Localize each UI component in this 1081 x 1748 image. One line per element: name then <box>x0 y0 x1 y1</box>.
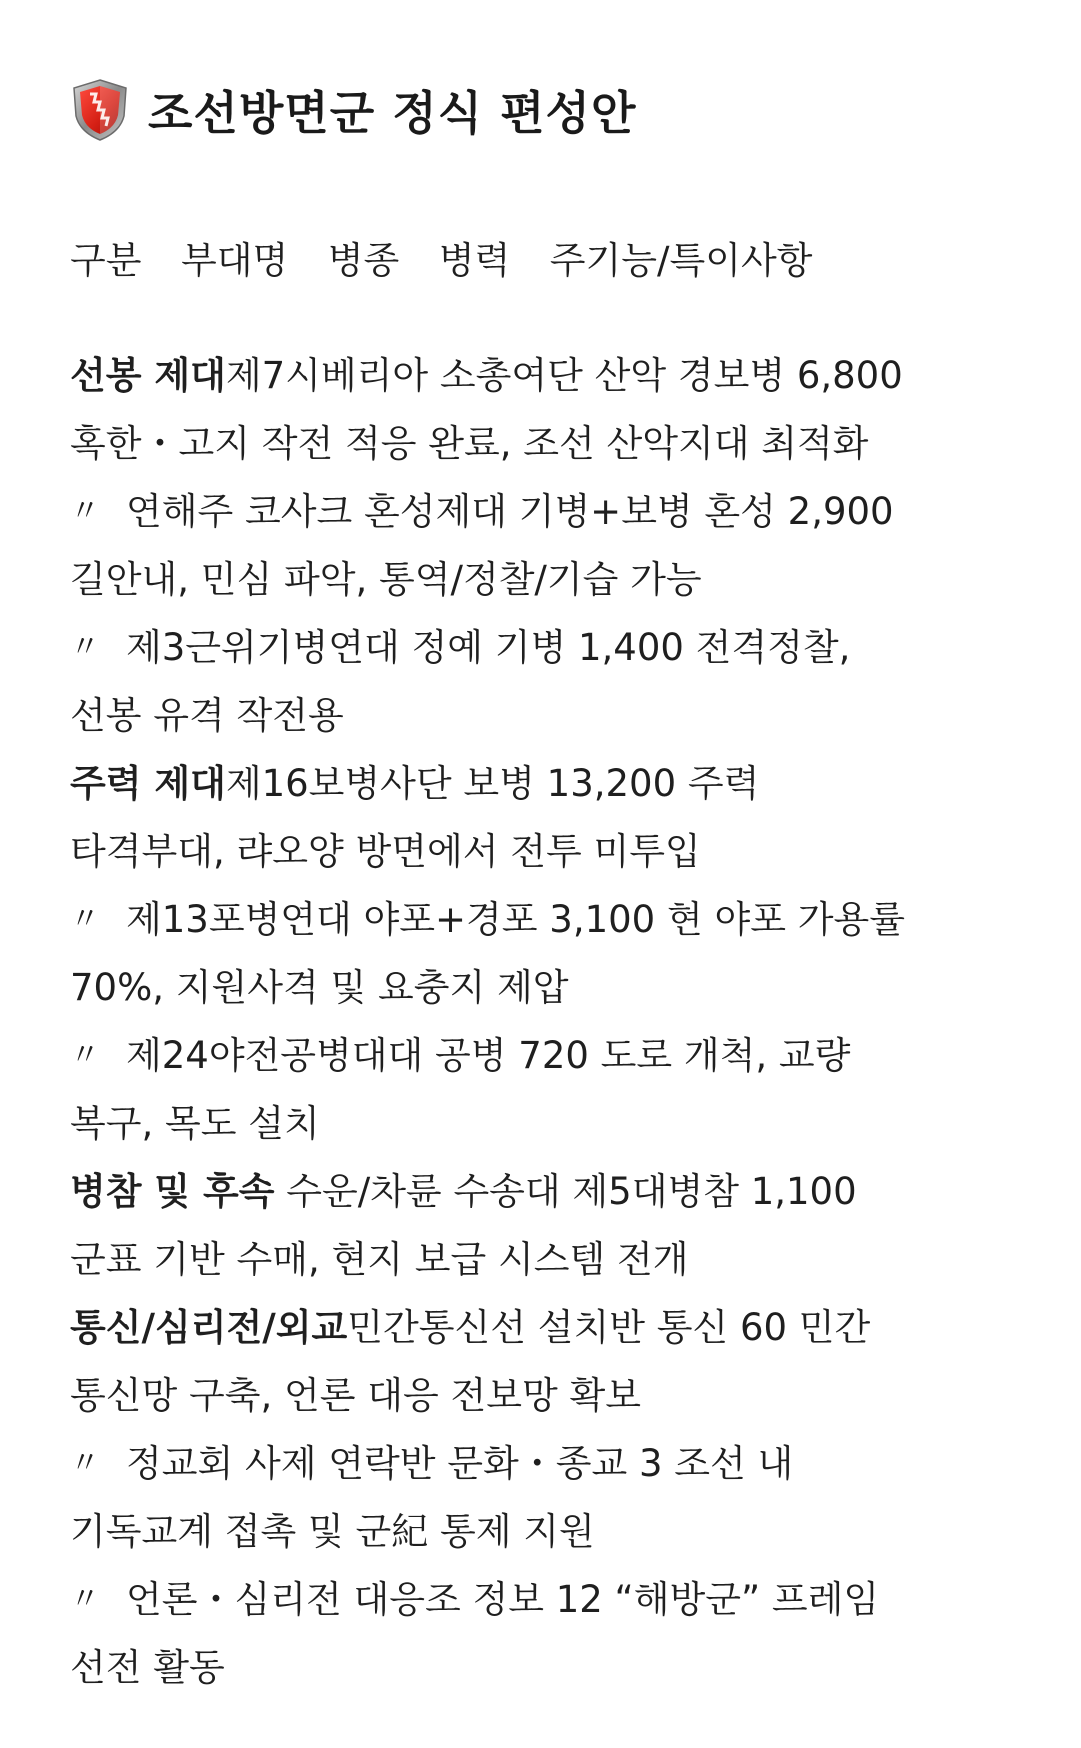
document <box>70 70 1030 1702</box>
text-line <box>70 682 1030 750</box>
ditto-mark: 〃 <box>70 494 100 529</box>
ditto-mark: 〃 <box>70 1582 100 1617</box>
text-line <box>70 410 1030 478</box>
line-text: 제3근위기병연대 정예 기병 1,400 전격정찰, <box>126 626 851 669</box>
text-line <box>70 750 1030 818</box>
ditto-mark: 〃 <box>70 630 100 665</box>
line-text: 선전 활동 <box>70 1646 225 1689</box>
line-text: 타격부대, 랴오양 방면에서 전투 미투입 <box>70 830 701 873</box>
line-text: 복구, 목도 설치 <box>70 1102 320 1145</box>
line-text: 통신망 구축, 언론 대응 전보망 확보 <box>70 1374 641 1417</box>
line-text: 선봉 유격 작전용 <box>70 694 344 737</box>
text-line <box>70 886 1030 954</box>
text-line <box>70 342 1030 410</box>
text-line <box>70 1634 1030 1702</box>
ditto-mark: 〃 <box>70 1038 100 1073</box>
unit-group-label: 병참 및 후속 <box>70 1170 275 1213</box>
line-text: 민간통신선 설치반 통신 60 민간 <box>347 1306 871 1349</box>
text-line <box>70 1362 1030 1430</box>
text-line <box>70 1022 1030 1090</box>
line-text: 정교회 사제 연락반 문화・종교 3 조선 내 <box>126 1442 794 1485</box>
text-line <box>70 614 1030 682</box>
line-text: 연해주 코사크 혼성제대 기병+보병 혼성 2,900 <box>126 490 894 533</box>
text-line <box>70 1294 1030 1362</box>
text-line <box>70 1226 1030 1294</box>
line-text: 언론・심리전 대응조 정보 12 “해방군” 프레임 <box>126 1578 880 1621</box>
text-line <box>70 1090 1030 1158</box>
ditto-mark: 〃 <box>70 902 100 937</box>
text-line <box>70 1158 1030 1226</box>
text-line <box>70 954 1030 1022</box>
text-line <box>70 478 1030 546</box>
line-text: 길안내, 민심 파악, 통역/정찰/기습 가능 <box>70 558 702 601</box>
text-line <box>70 546 1030 614</box>
line-text: 제7시베리아 소총여단 산악 경보병 6,800 <box>225 354 903 397</box>
line-text: 제16보병사단 보병 13,200 주력 <box>225 762 760 805</box>
body-text <box>70 342 1030 1702</box>
text-line <box>70 1566 1030 1634</box>
title-row <box>70 70 1030 150</box>
text-line <box>70 1498 1030 1566</box>
unit-group-label: 주력 제대 <box>70 762 226 805</box>
ditto-mark: 〃 <box>70 1446 100 1481</box>
shield-icon <box>70 78 130 142</box>
line-text: 제24야전공병대대 공병 720 도로 개척, 교량 <box>126 1034 851 1077</box>
line-text: 군표 기반 수매, 현지 보급 시스템 전개 <box>70 1238 689 1281</box>
unit-group-label: 통신/심리전/외교 <box>70 1306 348 1349</box>
page-title: 조선방면군 정식 편성안 <box>148 86 637 140</box>
table-header: 구분 부대명 병종 병력 주기능/특이사항 <box>70 239 813 282</box>
line-text: 제13포병연대 야포+경포 3,100 현 야포 가용률 <box>126 898 905 941</box>
line-text: 기독교계 접촉 및 군紀 통제 지원 <box>70 1510 595 1553</box>
text-line <box>70 818 1030 886</box>
unit-group-label: 선봉 제대 <box>70 354 226 397</box>
line-text: 혹한・고지 작전 적응 완료, 조선 산악지대 최적화 <box>70 422 869 465</box>
line-text: 수운/차륜 수송대 제5대병참 1,100 <box>274 1170 857 1213</box>
line-text: 70%, 지원사격 및 요충지 제압 <box>70 966 569 1009</box>
text-line <box>70 1430 1030 1498</box>
